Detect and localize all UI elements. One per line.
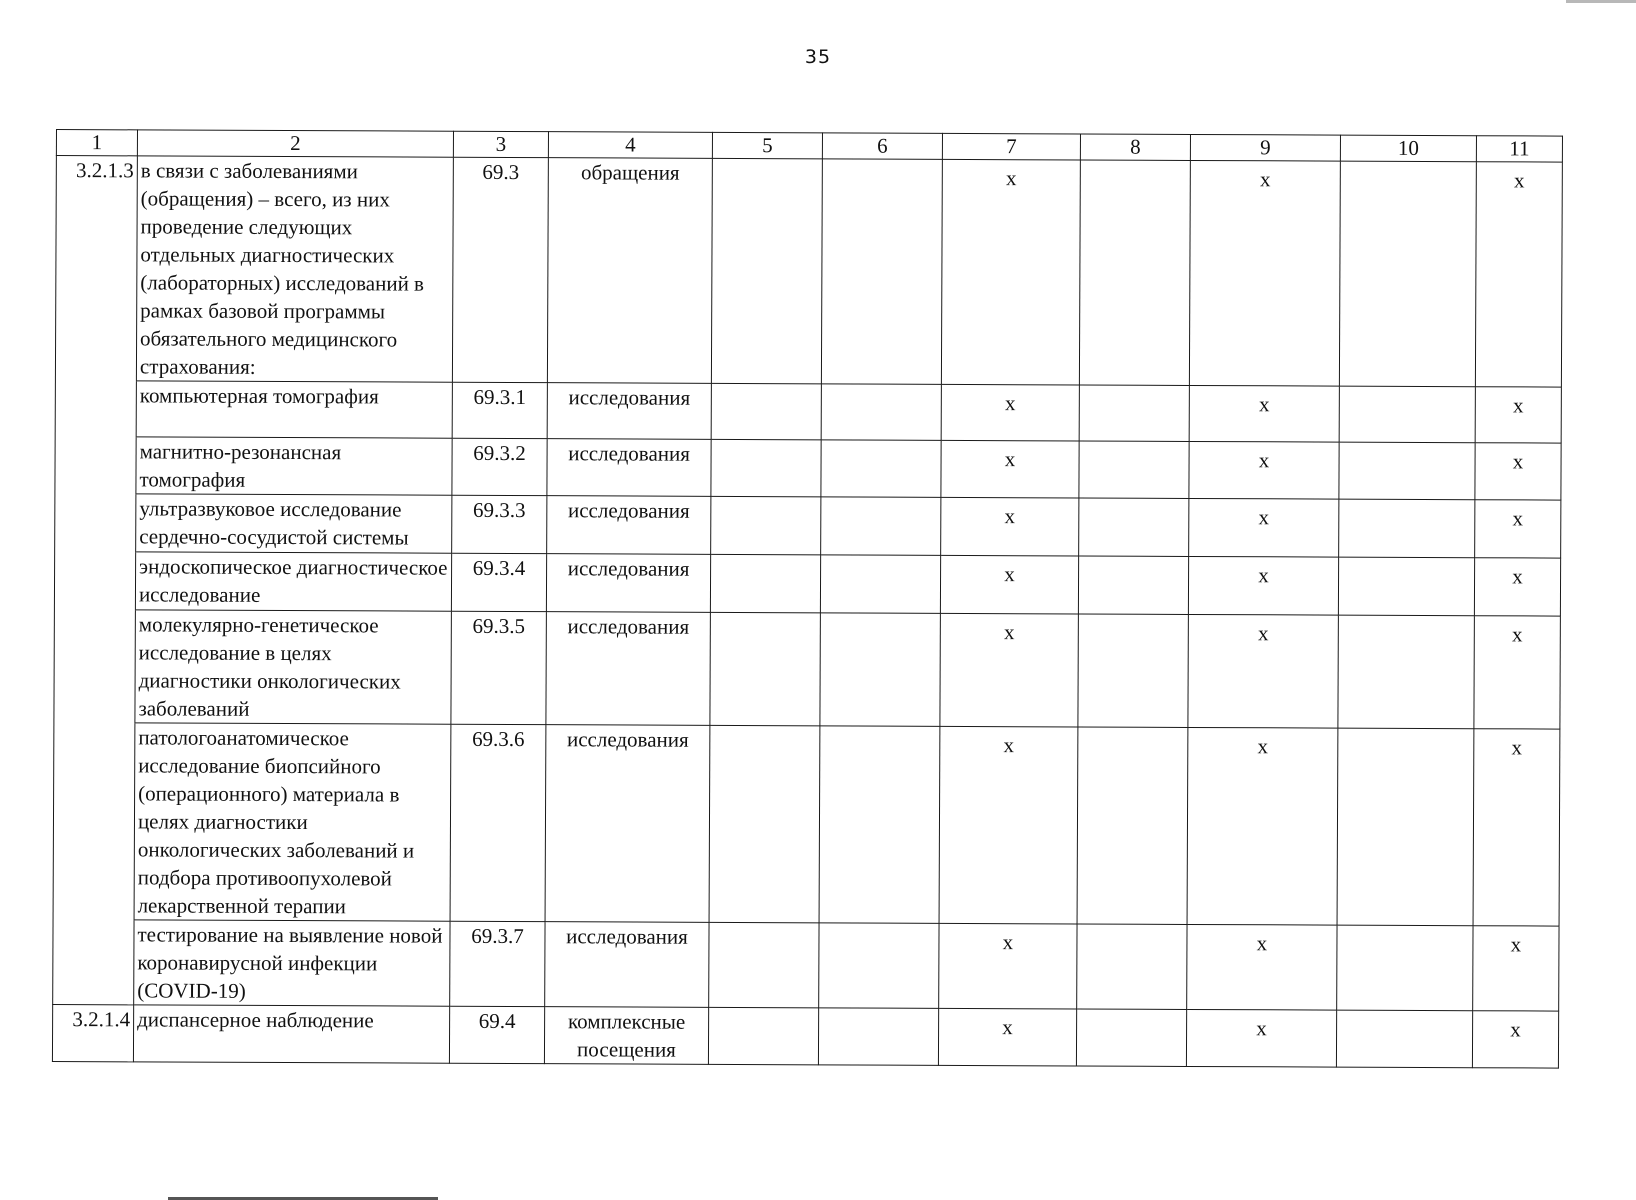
table-row — [54, 609, 1560, 729]
row-cell-6 — [821, 440, 941, 498]
row-cell-7: х — [941, 497, 1079, 556]
row-cell-9: х — [1189, 498, 1339, 557]
row-number-cell — [54, 551, 135, 609]
row-cell-10 — [1339, 442, 1475, 500]
row-cell-11: х — [1472, 1011, 1558, 1068]
row-code-cell: 69.3.4 — [451, 553, 546, 611]
table-row — [55, 380, 1561, 443]
row-cell-9: х — [1187, 727, 1338, 925]
table-row — [53, 722, 1560, 926]
row-number-cell — [53, 919, 134, 1004]
row-cell-11: х — [1475, 443, 1561, 500]
row-cell-8 — [1079, 160, 1190, 385]
row-cell-7: х — [939, 726, 1078, 924]
row-cell-7: х — [938, 1008, 1076, 1066]
row-number-cell — [54, 609, 135, 722]
row-cell-6 — [820, 555, 940, 614]
row-name-cell: диспансерное наблюдение — [133, 1005, 449, 1063]
row-code-cell: 69.3.1 — [452, 382, 547, 438]
row-cell-7: х — [941, 384, 1079, 441]
row-name-cell: патологоанатомическое исследование биопсийного (операционного) материала в целях диагностики онкологических заболеваний и подбора противоопухолевой лекарственной терапии — [134, 723, 451, 921]
header-cell: 1 — [56, 130, 137, 156]
header-cell: 5 — [712, 132, 822, 158]
row-cell-6 — [820, 613, 940, 727]
table-row — [54, 551, 1560, 616]
row-cell-8 — [1079, 498, 1189, 556]
row-cell-6 — [819, 726, 940, 924]
header-cell: 3 — [453, 131, 548, 157]
row-cell-5 — [709, 922, 819, 1007]
row-cell-9: х — [1188, 614, 1338, 728]
header-cell: 10 — [1340, 135, 1476, 162]
row-cell-10 — [1337, 925, 1473, 1011]
row-cell-11: х — [1475, 500, 1561, 558]
row-number-cell: 3.2.1.3 — [55, 156, 137, 381]
header-cell: 11 — [1476, 136, 1562, 162]
row-number-cell — [53, 722, 135, 919]
row-code-cell: 69.3.6 — [450, 724, 546, 921]
row-cell-5 — [711, 383, 821, 439]
row-cell-5 — [711, 158, 822, 383]
row-unit-cell: обращения — [547, 158, 712, 384]
row-unit-cell: исследования — [545, 725, 710, 923]
row-name-cell: молекулярно-генетическое исследование в целях диагностики онкологических заболеваний — [135, 610, 451, 724]
scan-edge-mark — [1566, 0, 1636, 3]
row-cell-8 — [1077, 727, 1188, 924]
row-cell-5 — [711, 496, 821, 554]
row-cell-9: х — [1189, 385, 1339, 442]
table-row — [53, 919, 1559, 1011]
row-cell-5 — [710, 612, 820, 725]
row-code-cell: 69.3.5 — [451, 611, 546, 724]
row-cell-6 — [821, 159, 942, 385]
row-cell-11: х — [1475, 162, 1562, 387]
row-cell-9: х — [1189, 160, 1340, 386]
row-unit-cell: исследования — [547, 383, 711, 440]
table-row — [55, 493, 1561, 558]
row-cell-6 — [819, 923, 939, 1009]
row-cell-8 — [1077, 924, 1187, 1009]
row-cell-8 — [1078, 556, 1188, 614]
row-cell-9: х — [1187, 924, 1337, 1010]
row-cell-8 — [1079, 385, 1189, 441]
row-unit-cell: исследования — [545, 922, 709, 1008]
row-number-cell: 3.2.1.4 — [52, 1004, 133, 1061]
header-cell: 9 — [1190, 134, 1340, 161]
row-cell-7: х — [941, 440, 1079, 498]
row-cell-5 — [710, 554, 820, 612]
row-cell-5 — [708, 1007, 818, 1064]
header-cell: 4 — [548, 132, 712, 159]
row-cell-9: х — [1189, 441, 1339, 499]
row-name-cell: в связи с заболеваниями (обращения) – всего, из них проведение следующих отдельных диагностических (лабораторных) исследований в рамках базовой программы обязательного медицинского страхования: — [136, 156, 453, 382]
data-table — [52, 129, 1563, 1069]
row-code-cell: 69.3.3 — [452, 495, 547, 553]
row-unit-cell: исследования — [546, 554, 710, 613]
row-cell-10 — [1339, 499, 1475, 558]
row-cell-8 — [1078, 614, 1188, 727]
row-cell-5 — [711, 439, 821, 496]
row-cell-11: х — [1474, 558, 1560, 616]
row-code-cell: 69.3.2 — [452, 438, 547, 495]
row-cell-9: х — [1188, 556, 1338, 615]
row-cell-10 — [1338, 557, 1474, 616]
row-cell-11: х — [1473, 729, 1560, 926]
row-cell-7: х — [939, 923, 1077, 1009]
row-cell-6 — [821, 384, 941, 441]
row-number-cell — [55, 493, 136, 551]
row-cell-5 — [709, 725, 820, 922]
row-cell-6 — [818, 1008, 938, 1066]
table-row — [55, 436, 1561, 500]
header-cell: 6 — [822, 133, 942, 160]
row-code-cell: 69.4 — [449, 1006, 544, 1063]
row-code-cell: 69.3.7 — [450, 921, 545, 1006]
row-unit-cell: исследования — [546, 612, 710, 726]
row-cell-10 — [1336, 1010, 1472, 1068]
header-cell: 7 — [942, 133, 1080, 160]
row-cell-7: х — [941, 159, 1080, 385]
row-cell-9: х — [1186, 1009, 1336, 1067]
table-row — [52, 1004, 1558, 1068]
row-cell-10 — [1339, 386, 1475, 443]
row-cell-6 — [821, 497, 941, 556]
row-number-cell — [55, 380, 136, 436]
row-cell-11: х — [1474, 616, 1560, 729]
header-cell: 8 — [1080, 134, 1190, 160]
row-name-cell: тестирование на выявление новой коронавирусной инфекции (COVID-19) — [134, 920, 450, 1006]
row-cell-10 — [1338, 615, 1474, 729]
row-name-cell: компьютерная томография — [136, 381, 452, 438]
row-unit-cell: исследования — [547, 496, 711, 555]
row-code-cell: 69.3 — [452, 157, 548, 382]
row-unit-cell: исследования — [547, 439, 711, 497]
header-cell: 2 — [137, 130, 453, 157]
row-cell-7: х — [940, 555, 1078, 614]
row-name-cell: магнитно-резонансная томография — [136, 437, 452, 495]
row-cell-7: х — [940, 613, 1078, 727]
row-cell-10 — [1339, 161, 1476, 387]
row-cell-8 — [1079, 441, 1189, 498]
row-number-cell — [55, 436, 136, 493]
row-unit-cell: комплексные посещения — [544, 1007, 708, 1065]
row-name-cell: эндоскопическое диагностическое исследование — [135, 552, 451, 611]
row-cell-11: х — [1473, 926, 1559, 1011]
row-cell-10 — [1337, 728, 1474, 926]
row-cell-8 — [1076, 1009, 1186, 1066]
page-number: 35 — [804, 46, 832, 68]
row-cell-11: х — [1475, 387, 1561, 443]
row-name-cell: ультразвуковое исследование сердечно-сосудистой системы — [136, 494, 452, 553]
table-row — [55, 156, 1562, 388]
